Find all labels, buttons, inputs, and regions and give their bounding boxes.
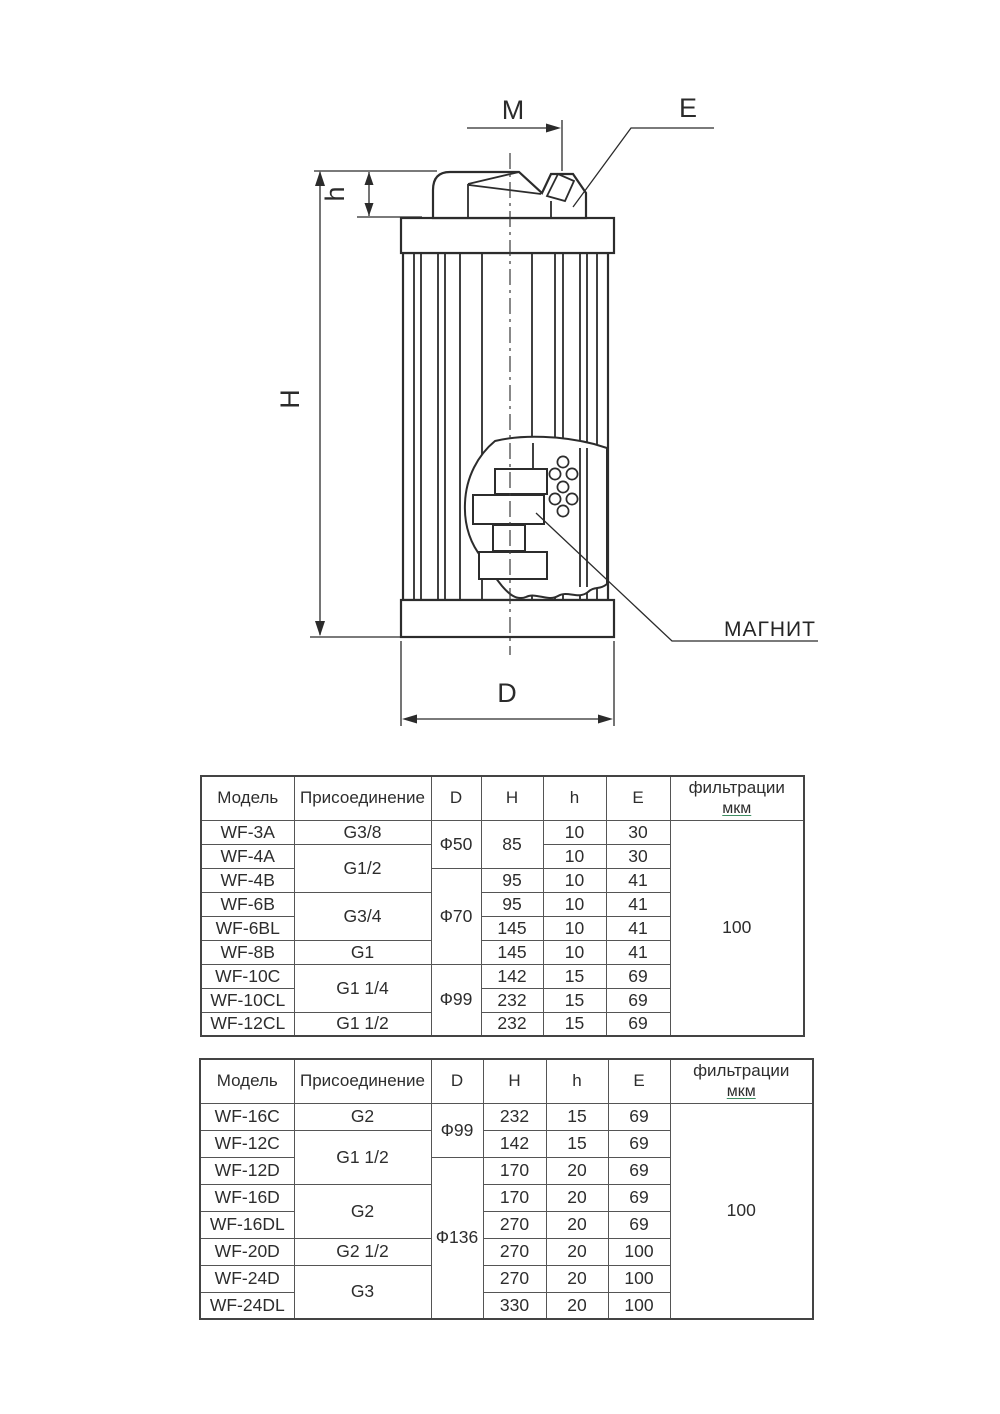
table-cell: 30 (606, 844, 670, 868)
table-cell: WF-24DL (200, 1292, 294, 1319)
table-cell: 100 (670, 1103, 813, 1319)
column-header: Модель (201, 776, 294, 820)
table-cell: WF-16DL (200, 1211, 294, 1238)
table-row (201, 820, 804, 844)
dim-label-diameter: D (497, 678, 517, 708)
table-cell: WF-4B (201, 868, 294, 892)
table-cell: Ф70 (431, 868, 481, 964)
dim-label-total-height: H (275, 389, 305, 409)
table-cell: Ф99 (431, 1103, 483, 1157)
table-cell: WF-16D (200, 1184, 294, 1211)
column-header: h (543, 776, 606, 820)
table-cell: G1 (294, 940, 431, 964)
table-cell: 100 (670, 820, 804, 1036)
table-cell: 10 (543, 868, 606, 892)
table-cell: WF-10CL (201, 988, 294, 1012)
bottom-cap (401, 600, 614, 637)
table-cell: 69 (608, 1211, 670, 1238)
table-cell: G2 (294, 1184, 431, 1238)
column-header: E (608, 1059, 670, 1103)
dim-h (357, 172, 422, 217)
table-cell: 69 (608, 1184, 670, 1211)
dim-M (467, 120, 562, 171)
column-header: фильтрации мкм (670, 1059, 813, 1103)
table-cell: 270 (483, 1238, 546, 1265)
table-cell: WF-12CL (201, 1012, 294, 1036)
table-cell: 145 (481, 940, 543, 964)
table-cell: 20 (546, 1238, 608, 1265)
column-header: Присоединение (294, 776, 431, 820)
table-cell: 20 (546, 1184, 608, 1211)
table-cell: 100 (608, 1238, 670, 1265)
table-cell: Ф99 (431, 964, 481, 1036)
table-cell: 69 (608, 1103, 670, 1130)
table-cell: 100 (608, 1292, 670, 1319)
dim-label-hex: E (678, 93, 698, 123)
table-cell: 69 (608, 1157, 670, 1184)
table-cell: 10 (543, 916, 606, 940)
table-cell: 170 (483, 1157, 546, 1184)
table-cell: WF-20D (200, 1238, 294, 1265)
table-cell: G3/4 (294, 892, 431, 940)
table-cell: G3 (294, 1265, 431, 1319)
table-cell: WF-8B (201, 940, 294, 964)
table-cell: 41 (606, 940, 670, 964)
table-cell: 270 (483, 1265, 546, 1292)
table-cell: 100 (608, 1265, 670, 1292)
table-cell: 69 (608, 1130, 670, 1157)
table-cell: 145 (481, 916, 543, 940)
table-cell: 69 (606, 1012, 670, 1036)
table-cell: 20 (546, 1211, 608, 1238)
table-cell: 95 (481, 868, 543, 892)
column-header: D (431, 776, 481, 820)
spec-table-1 (200, 775, 805, 1037)
table-cell: G2 (294, 1103, 431, 1130)
table-cell: WF-4A (201, 844, 294, 868)
table-cell: 30 (606, 820, 670, 844)
table-cell: 10 (543, 892, 606, 916)
table-cell: 41 (606, 868, 670, 892)
table-cell: 170 (483, 1184, 546, 1211)
table-cell: WF-10C (201, 964, 294, 988)
table-cell: 69 (606, 988, 670, 1012)
table-cell: 10 (543, 844, 606, 868)
spec-table-2 (199, 1058, 814, 1320)
table-cell: Ф50 (431, 820, 481, 868)
table-cell: 20 (546, 1157, 608, 1184)
table-cell: 330 (483, 1292, 546, 1319)
hex-size-leader (573, 128, 714, 207)
table-cell: WF-16C (200, 1103, 294, 1130)
table-cell: 10 (543, 940, 606, 964)
table-cell: WF-24D (200, 1265, 294, 1292)
column-header: E (606, 776, 670, 820)
table-cell: 20 (546, 1292, 608, 1319)
table-cell: 232 (483, 1103, 546, 1130)
table-cell: 232 (481, 988, 543, 1012)
table-cell: WF-12C (200, 1130, 294, 1157)
table-cell: 69 (606, 964, 670, 988)
table-cell: G2 1/2 (294, 1238, 431, 1265)
table-cell: G3/8 (294, 820, 431, 844)
table-cell: G1 1/2 (294, 1012, 431, 1036)
table-cell: Ф136 (431, 1157, 483, 1319)
table-cell: 41 (606, 892, 670, 916)
top-cap (401, 218, 614, 253)
table-cell: G1/2 (294, 844, 431, 892)
dim-label-nut-height: h (320, 186, 350, 202)
magnet-label: МАГНИТ (724, 618, 816, 641)
table-cell: G1 1/2 (294, 1130, 431, 1184)
column-header: h (546, 1059, 608, 1103)
column-header: H (481, 776, 543, 820)
header-row (200, 1059, 813, 1103)
table-cell: WF-12D (200, 1157, 294, 1184)
table-cell: 15 (546, 1103, 608, 1130)
column-header: фильтрации мкм (670, 776, 804, 820)
header-row (201, 776, 804, 820)
table-cell: 15 (543, 964, 606, 988)
table-cell: 142 (483, 1130, 546, 1157)
table-cell: 41 (606, 916, 670, 940)
table-cell: 95 (481, 892, 543, 916)
column-header: Присоединение (294, 1059, 431, 1103)
column-header: Модель (200, 1059, 294, 1103)
table-cell: G1 1/4 (294, 964, 431, 1012)
table-cell: 10 (543, 820, 606, 844)
table-cell: 85 (481, 820, 543, 868)
table-cell: 20 (546, 1265, 608, 1292)
table-row (200, 1103, 813, 1130)
table-cell: 15 (543, 1012, 606, 1036)
column-header: H (483, 1059, 546, 1103)
table-cell: WF-3A (201, 820, 294, 844)
table-cell: 15 (543, 988, 606, 1012)
column-header: D (431, 1059, 483, 1103)
table-cell: 232 (481, 1012, 543, 1036)
table-cell: 15 (546, 1130, 608, 1157)
magnet-cutaway (465, 437, 607, 598)
dim-label-thread: M (501, 95, 525, 125)
table-cell: WF-6B (201, 892, 294, 916)
table-cell: 270 (483, 1211, 546, 1238)
table-cell: 142 (481, 964, 543, 988)
table-cell: WF-6BL (201, 916, 294, 940)
